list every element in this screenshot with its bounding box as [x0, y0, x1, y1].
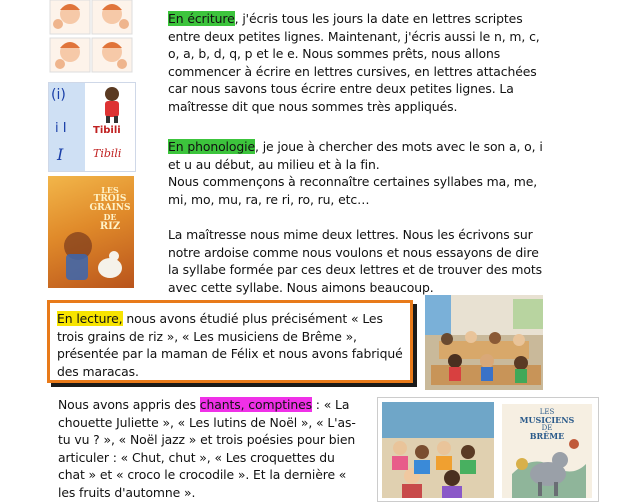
- syllable-symbol: (i): [51, 87, 66, 103]
- syllable-letters: i I: [55, 121, 67, 136]
- phonologie-text-1: , je joue à chercher des mots avec le son a, o, i et u au début, au milieu et à la fin.: [168, 139, 543, 172]
- classroom-circle-photo: [382, 402, 494, 498]
- phonologie-paragraph: [168, 138, 546, 208]
- chants-text-after: : « La chouette Juliette », « Les lutins de Noël », « L'as-tu vu ? », « Noël jazz » et trois poésies pour bien articuler : « Chut, chut », « Les croquettes du chat » et « croco le crocodile ». Et la dernière « les fruits d'automne ».: [58, 397, 356, 500]
- tibili-cursive-word: Tibili: [93, 147, 122, 160]
- chants-paragraph: [58, 396, 358, 502]
- book-title: LES TROIS GRAINS DE RIZ: [89, 185, 131, 232]
- mime-paragraph: [168, 226, 546, 296]
- ecriture-label: En écriture: [168, 11, 235, 26]
- chants-text-before: Nous avons appris des: [58, 397, 200, 412]
- book-cover-trois-grains: [48, 176, 134, 288]
- classroom-photo-tables: [425, 295, 543, 390]
- classroom-illustration: [425, 295, 543, 390]
- photo-and-book-panel: [377, 397, 599, 502]
- hand-sign-illustration: [48, 0, 134, 74]
- tibili-word: Tibili: [93, 125, 121, 136]
- phonologie-text-3: La maîtresse nous mime deux lettres. Nous les écrivons sur notre ardoise comme nous voulons et nous essayons de dire la syllabe formée par ces deux lettres et de trouver des mots avec cette syllabe. Nous aimons beaucoup.: [168, 227, 542, 295]
- chants-label: chants, comptines: [199, 397, 312, 412]
- syllable-cursive-letter: I: [57, 145, 64, 164]
- ecriture-paragraph: [168, 10, 546, 116]
- musiciens-book-title: LES MUSICIENS DE BRÊME: [519, 408, 575, 441]
- ecriture-text: , j'écris tous les jours la date en lettres scriptes entre deux petites lignes. Maintenant, j'écris aussi le n, m, c, o, a, b, d, q, p et le e. Nous sommes prêts, nous allons commencer à écrire en lettres cursives, en lettres attachées car nous savons tous écrire entre deux petites lignes. La maîtresse dit que nous sommes très appliqués.: [168, 11, 540, 114]
- lecture-label: En lecture,: [57, 311, 123, 326]
- lecture-paragraph: [57, 310, 405, 380]
- syllable-card-image: [48, 82, 136, 172]
- children-circle-illustration: [382, 402, 494, 498]
- phonologie-text-2: Nous commençons à reconnaître certaines syllabes ma, me, mi, mo, mu, ra, re ri, ro, ru, etc…: [168, 174, 538, 207]
- lecture-text: nous avons étudié plus précisément « Les trois grains de riz », « Les musiciens de Brême », présentée par la maman de Félix et nous avons fabriqué des maracas.: [57, 311, 403, 379]
- book-cover-musiciens: [502, 404, 592, 498]
- tibili-character-icon: [97, 85, 127, 123]
- phonologie-label: En phonologie: [168, 139, 256, 154]
- hand-sign-photos: [48, 0, 134, 74]
- lecture-box: [47, 300, 413, 383]
